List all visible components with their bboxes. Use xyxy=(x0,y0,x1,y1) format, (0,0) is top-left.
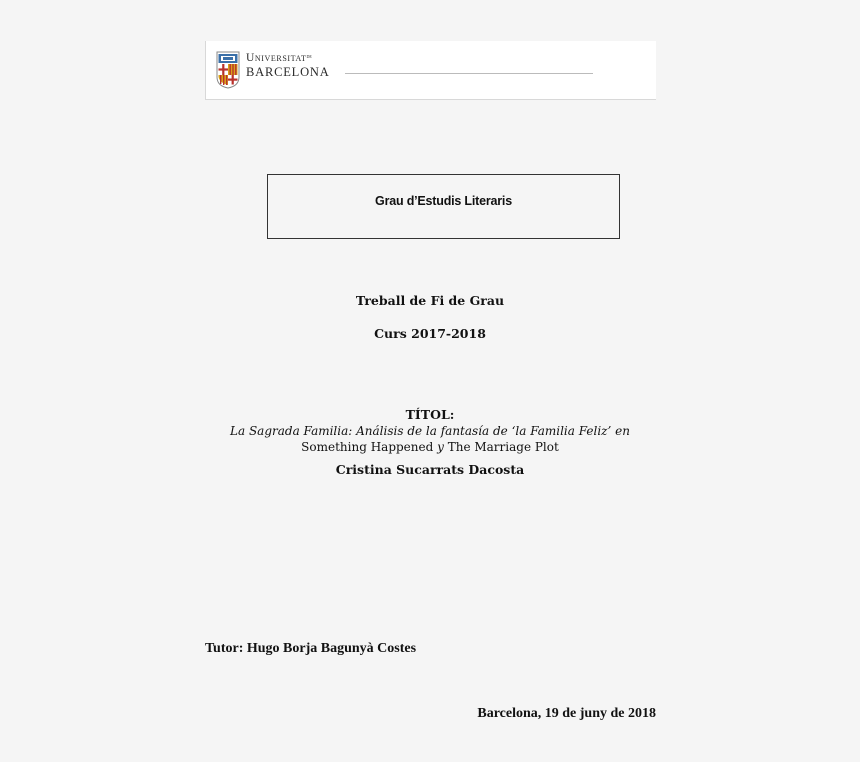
author-name: Cristina Sucarrats Dacosta xyxy=(335,462,525,477)
university-header xyxy=(205,41,656,100)
title-line-2: Something Happened y The Marriage Plot xyxy=(301,440,559,454)
university-shield-icon xyxy=(216,51,240,89)
title-line-1: La Sagrada Familia: Análisis de la fantasía de ‘la Familia Feliz’ en xyxy=(230,424,630,438)
logo-line1: Universitat$^{de}$ xyxy=(246,52,312,64)
course-year: Curs 2017-2018 xyxy=(374,326,486,341)
title-label: TÍTOL: xyxy=(405,407,455,422)
work-type: Treball de Fi de Grau xyxy=(355,293,505,308)
degree-box xyxy=(267,174,620,239)
university-logo-text xyxy=(246,53,330,78)
place-date: Barcelona, 19 de juny de 2018 xyxy=(477,706,656,721)
logo-line2: BARCELONA xyxy=(246,64,330,79)
header-rule xyxy=(345,73,593,74)
tutor-name: Tutor: Hugo Borja Bagunyà Costes xyxy=(205,641,417,656)
degree-name: Grau d’Estudis Literaris xyxy=(375,194,512,208)
